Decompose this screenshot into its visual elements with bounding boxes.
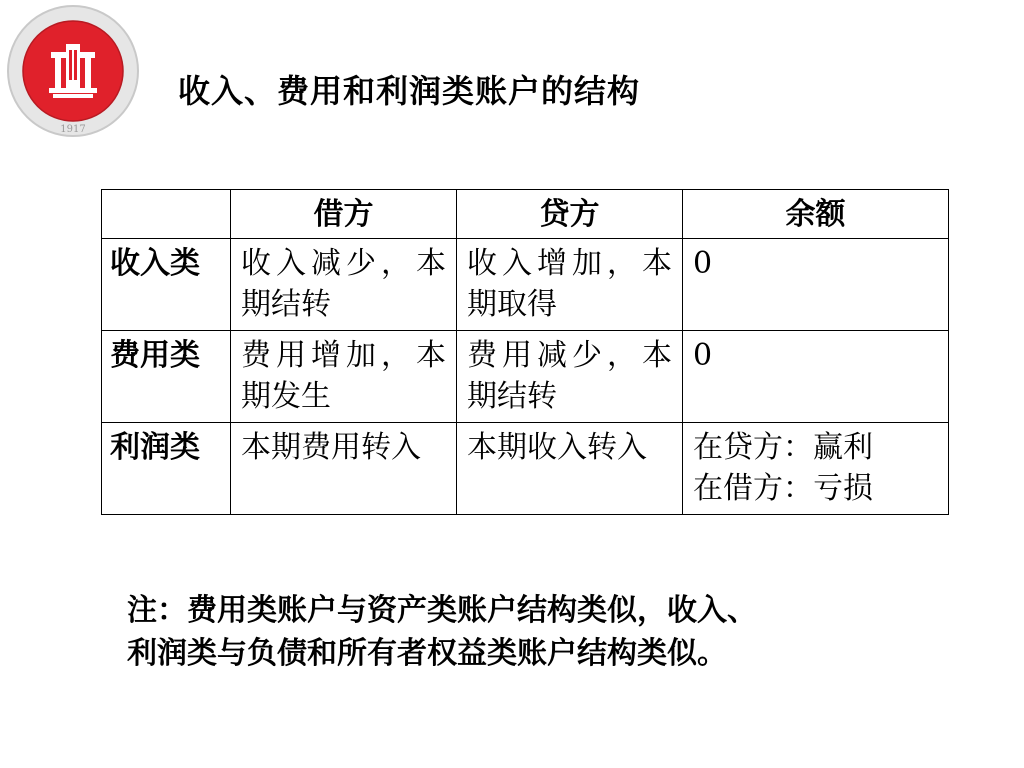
cell-expense-credit: 费用减少，本期结转 — [457, 331, 683, 423]
row-label-expense: 费用类 — [102, 331, 231, 423]
footnote-line-1: 注：费用类账户与资产类账户结构类似，收入、 — [127, 593, 757, 628]
cell-revenue-credit: 收入增加，本期取得 — [457, 239, 683, 331]
balance-credit-line: 在贷方：赢利 — [693, 430, 873, 465]
header-cell-debit: 借方 — [231, 190, 457, 239]
balance-debit-line: 在借方：亏损 — [693, 471, 873, 506]
row-label-revenue: 收入类 — [102, 239, 231, 331]
account-structure-table — [101, 189, 949, 515]
header-cell-credit: 贷方 — [457, 190, 683, 239]
cell-revenue-debit: 收入减少，本期结转 — [231, 239, 457, 331]
university-seal-logo — [6, 4, 140, 138]
cell-expense-balance: 0 — [683, 331, 949, 423]
cell-revenue-balance: 0 — [683, 239, 949, 331]
row-label-profit: 利润类 — [102, 423, 231, 515]
table-row — [102, 239, 949, 331]
header-cell-balance: 余额 — [683, 190, 949, 239]
table-header-row — [102, 190, 949, 239]
cell-profit-balance — [683, 423, 949, 515]
cell-expense-debit: 费用增加，本期发生 — [231, 331, 457, 423]
footnote-line-2: 利润类与负债和所有者权益类账户结构类似。 — [127, 636, 727, 671]
page-title: 收入、费用和利润类账户的结构 — [178, 72, 641, 110]
cell-profit-credit: 本期收入转入 — [457, 423, 683, 515]
table-row — [102, 423, 949, 515]
header-cell-empty — [102, 190, 231, 239]
table-row — [102, 331, 949, 423]
footnote — [127, 589, 907, 675]
cell-profit-debit: 本期费用转入 — [231, 423, 457, 515]
seal-year: 1917 — [60, 124, 86, 135]
